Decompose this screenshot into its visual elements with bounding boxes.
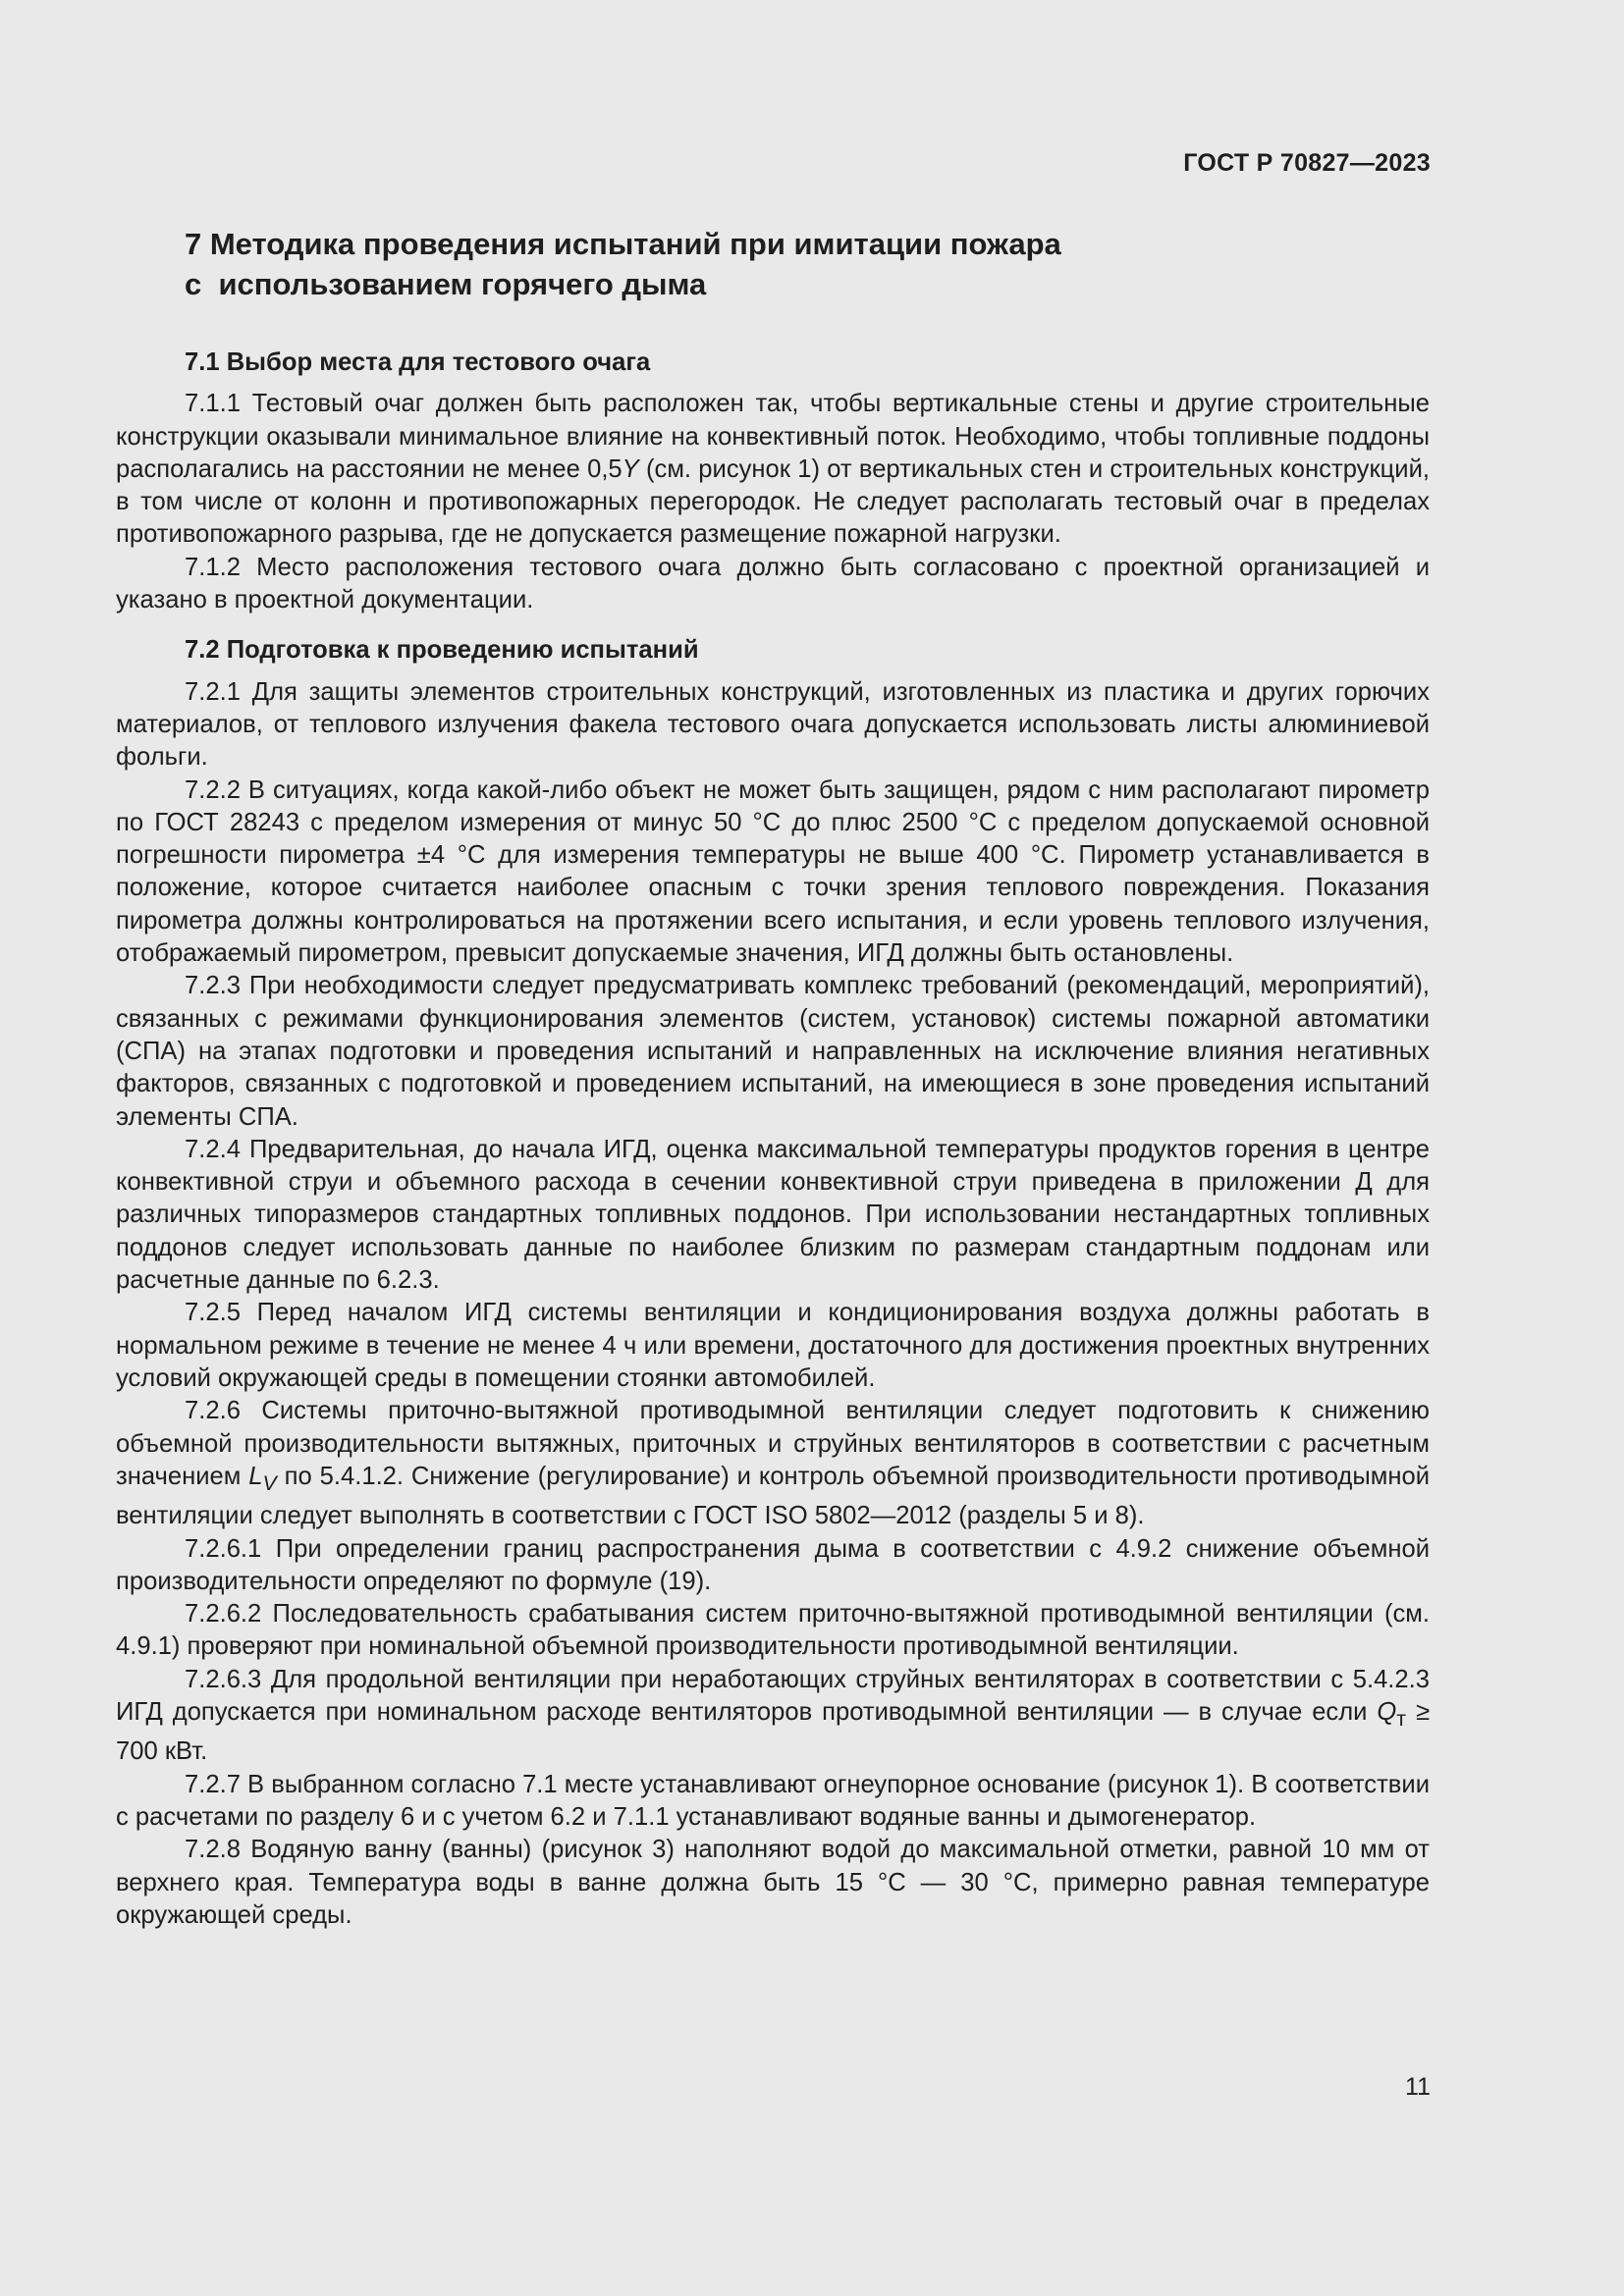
paragraph-7-2-7: 7.2.7 В выбранном согласно 7.1 месте устанавливают огнеупорное основание (рисунок 1). В соответствии с расчетами по разделу 6 и с учетом 6.2 и 7.1.1 устанавливают водяные ванны и дымогенератор.	[116, 1770, 1431, 1831]
paragraph-7-2-6-part-1: 7.2.6 Системы приточно-вытяжной противодымной вентиляции следует подготовить к снижению объемной производительности вытяжных, приточных и струйных вентиляторов в соответствии с расчетным значением	[116, 1397, 1430, 1490]
section-title-line-2: с использованием горячего дыма	[185, 267, 707, 301]
paragraph-7-2-6-3-part-1: 7.2.6.3 Для продольной вентиляции при неработающих струйных вентиляторах в соответствии с 5.4.2.3 ИГД допускается при номинальном расходе вентиляторов противодымной вентиляции — в случае если	[116, 1665, 1430, 1726]
standard-code: ГОСТ Р 70827—2023	[1183, 149, 1431, 177]
subsection-title-7-1: 7.1 Выбор места для тестового очага	[185, 348, 651, 376]
paragraph-7-2-6	[116, 1395, 1430, 1532]
symbol-l: L	[248, 1462, 263, 1490]
paragraph-7-2-5: 7.2.5 Перед началом ИГД системы вентиляции и кондиционирования воздуха должны работать в нормальном режиме в течение не менее 4 ч или времени, достаточного для достижения проектных внутренних условий окружающей среды в помещении стоянки автомобилей.	[116, 1299, 1430, 1392]
paragraph-7-2-6-1: 7.2.6.1 При определении границ распространения дыма в соответствии с 4.9.2 снижение объемной производительности определяют по формуле (19).	[116, 1534, 1430, 1595]
paragraph-7-2-6-part-2: по 5.4.1.2. Снижение (регулирование) и контроль объемной производительности противодымной вентиляции следует выполнять в соответствии с ГОСТ ISO 5802—2012 (разделы 5 и 8).	[116, 1462, 1431, 1530]
paragraph-7-2-6-2: 7.2.6.2 Последовательность срабатывания систем приточно-вытяжной противодымной вентиляции (см. 4.9.1) проверяют при номинальной объемной производительности противодымной вентиляции.	[116, 1600, 1430, 1661]
symbol-q-subscript: т	[1396, 1707, 1407, 1732]
symbol-q: Q	[1377, 1697, 1397, 1726]
paragraph-7-2-4: 7.2.4 Предварительная, до начала ИГД, оценка максимальной температуры продуктов горения в центре конвективной струи и объемного расхода в сечении конвективной струи приведена в приложении Д для различных типоразмеров стандартных топливных поддонов. При использовании нестандартных топливных поддонов следует использовать данные по наиболее близким по размерам стандартным поддонам или расчетные данные по 6.2.3.	[116, 1135, 1430, 1295]
section-title-line-1: 7 Методика проведения испытаний при имитации пожара	[185, 227, 1061, 261]
paragraph-7-1-1-part-1: 7.1.1 Тестовый очаг должен быть расположен так, чтобы вертикальные стены и другие строительные конструкции оказывали минимальное влияние на конвективный поток. Необходимо, чтобы топливные поддоны располагались на расстоянии не менее 0,5	[116, 390, 1430, 483]
paragraph-7-2-6-3-part-2: ≥ 700 кВт.	[116, 1697, 1430, 1766]
paragraph-7-1-1-part-2: (см. рисунок 1) от вертикальных стен и строительных конструкций, в том числе от колонн и противопожарных перегородок. Не следует располагать тестовый очаг в пределах противопожарного разрыва, где не допускается размещение пожарной нагрузки.	[116, 454, 1430, 549]
symbol-l-subscript: V	[262, 1470, 277, 1495]
paragraph-7-2-1: 7.2.1 Для защиты элементов строительных конструкций, изготовленных из пластика и других горючих материалов, от теплового излучения факела тестового очага допускается использовать листы алюминиевой фольги.	[116, 677, 1430, 772]
paragraph-7-2-3: 7.2.3 При необходимости следует предусматривать комплекс требований (рекомендаций, мероприятий), связанных с режимами функционирования элементов (систем, установок) системы пожарной автоматики (СПА) на этапах подготовки и проведения испытаний и направленных на исключение влияния негативных факторов, связанных с подготовкой и проведением испытаний, на имеющиеся в зоне проведения испытаний элементы СПА.	[116, 972, 1430, 1131]
paragraph-7-2-2: 7.2.2 В ситуациях, когда какой-либо объект не может быть защищен, рядом с ним располагают пирометр по ГОСТ 28243 с пределом измерения от минус 50 °С до плюс 2500 °С с пределом допускаемой основной погрешности пирометра ±4 °С для измерения температуры не выше 400 °С. Пирометр устанавливается в положение, которое считается наиболее опасным с точки зрения теплового повреждения. Показания пирометра должны контролироваться на протяжении всего испытания, и если уровень теплового излучения, отображаемый пирометром, превысит допускаемые значения, ИГД должны быть остановлены.	[116, 775, 1430, 968]
paragraph-7-2-8: 7.2.8 Водяную ванну (ванны) (рисунок 3) наполняют водой до максимальной отметки, равной 10 мм от верхнего края. Температура воды в ванне должна быть 15 °С — 30 °С, примерно равная температуре окружающей среды.	[116, 1836, 1430, 1929]
paragraph-7-1-1	[116, 388, 1430, 551]
paragraph-7-2-6-3	[116, 1664, 1430, 1769]
page-number: 11	[1405, 2073, 1431, 2101]
document-body	[116, 347, 1430, 1932]
symbol-y: Y	[622, 454, 639, 483]
paragraph-7-1-2: 7.1.2 Место расположения тестового очага должно быть согласовано с проектной организацией и указано в проектной документации.	[116, 553, 1430, 614]
section-title	[185, 224, 1441, 304]
subsection-title-7-2: 7.2 Подготовка к проведению испытаний	[185, 636, 699, 665]
